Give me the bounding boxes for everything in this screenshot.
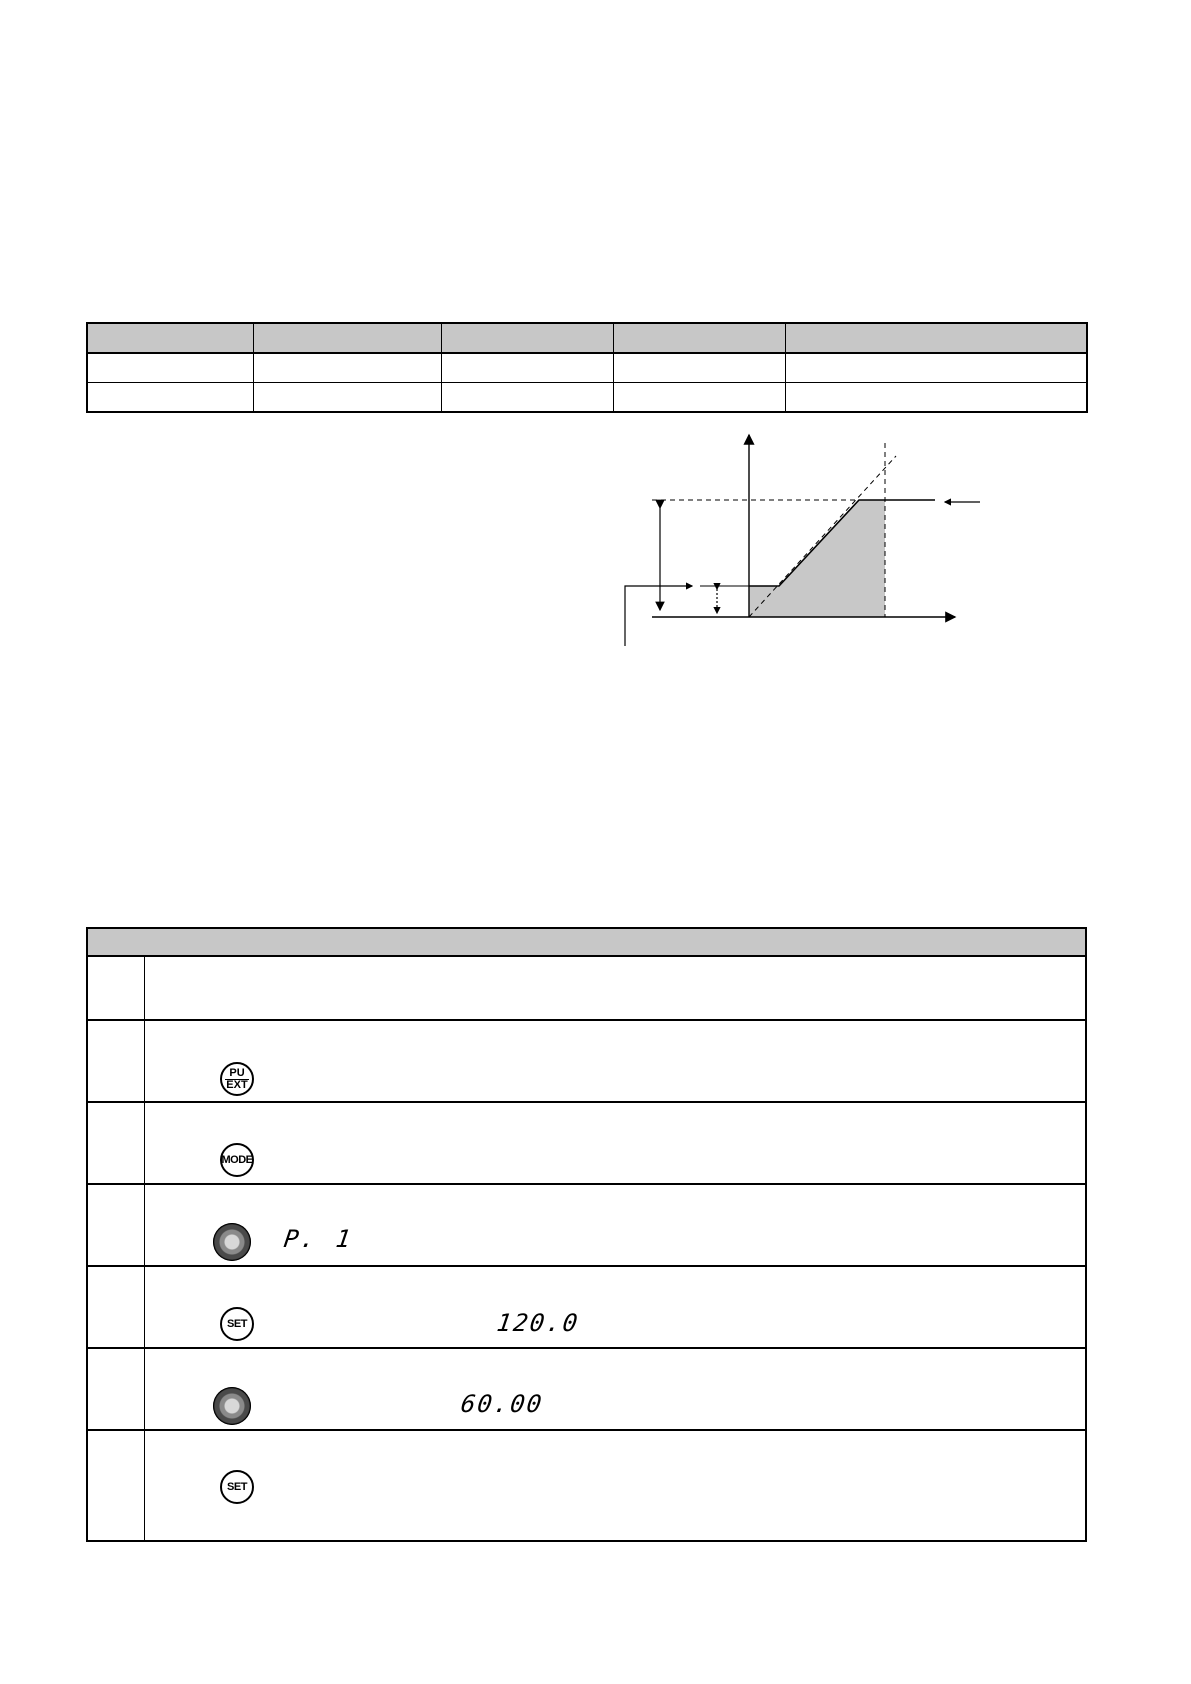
step-content — [145, 1021, 1085, 1101]
table-cell — [87, 383, 253, 413]
mode-key-icon[interactable] — [220, 1143, 254, 1177]
step-content — [145, 1349, 1085, 1429]
step-number-cell — [88, 1185, 145, 1265]
procedure-step-2 — [88, 1021, 1085, 1103]
mode-label: MODE — [221, 1154, 253, 1166]
step-content — [145, 1103, 1085, 1183]
lcd-display-param-prefix: P. — [282, 1225, 319, 1253]
table-cell — [253, 383, 441, 413]
procedure-step-6 — [88, 1349, 1085, 1431]
pu-ext-key-icon[interactable] — [220, 1062, 254, 1096]
table-header-cell — [87, 323, 253, 353]
procedure-step-1 — [88, 957, 1085, 1021]
procedure-step-4 — [88, 1185, 1085, 1267]
step-content — [145, 1431, 1085, 1542]
lcd-display-value: 120.0 — [495, 1309, 582, 1337]
set-label: SET — [227, 1318, 247, 1330]
parameter-table — [86, 322, 1088, 413]
step-number-cell — [88, 957, 145, 1019]
frequency-limit-graph — [600, 430, 980, 655]
step-number-cell — [88, 1103, 145, 1183]
setting-dial-icon[interactable] — [213, 1223, 251, 1261]
max-pointer-arrow — [945, 485, 980, 502]
table-header-row — [87, 323, 1087, 353]
step-number-cell — [88, 1267, 145, 1347]
table-cell — [613, 353, 785, 383]
set-label: SET — [227, 1481, 247, 1493]
step-number-cell — [88, 1349, 145, 1429]
table-header-cell — [253, 323, 441, 353]
pu-label: PU — [229, 1067, 245, 1079]
table-cell — [253, 353, 441, 383]
table-cell — [441, 353, 613, 383]
procedure-step-3 — [88, 1103, 1085, 1185]
table-header-cell — [613, 323, 785, 353]
min-pointer-arrow — [625, 586, 692, 646]
ext-label: EXT — [226, 1079, 248, 1091]
procedure-table — [86, 927, 1087, 1542]
step-number-cell — [88, 1021, 145, 1101]
set-key-icon[interactable] — [220, 1470, 254, 1504]
step-content — [145, 1267, 1085, 1347]
lcd-display-param-number: 1 — [334, 1225, 355, 1253]
procedure-step-7 — [88, 1431, 1085, 1542]
step-number-cell — [88, 1431, 145, 1542]
operating-region — [749, 500, 885, 617]
table-cell — [613, 383, 785, 413]
table-row — [87, 383, 1087, 413]
table-header-cell — [785, 323, 1087, 353]
lcd-display-value: 60.00 — [459, 1390, 546, 1418]
step-content — [145, 957, 1085, 1019]
table-row — [87, 353, 1087, 383]
setting-dial-icon[interactable] — [213, 1387, 251, 1425]
step-content — [145, 1185, 1085, 1265]
table-header-cell — [441, 323, 613, 353]
set-key-icon[interactable] — [220, 1307, 254, 1341]
procedure-step-5 — [88, 1267, 1085, 1349]
table-cell — [785, 353, 1087, 383]
table-cell — [441, 383, 613, 413]
table-cell — [87, 353, 253, 383]
procedure-header — [88, 929, 1085, 957]
table-cell — [785, 383, 1087, 413]
